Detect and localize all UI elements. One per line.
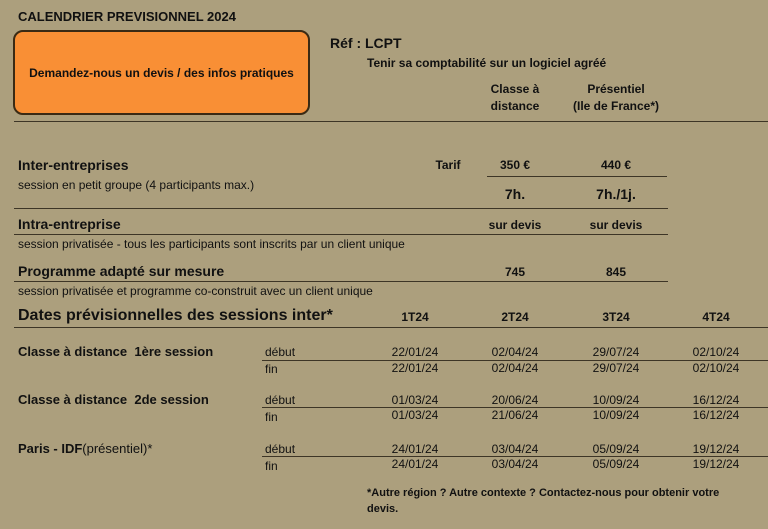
session-2-end-q4: 16/12/24 [692, 408, 740, 422]
page-title: CALENDRIER PREVISIONNEL 2024 [18, 9, 236, 24]
column-header-distance-line2: distance [490, 99, 540, 113]
session-1-name [18, 344, 213, 359]
session-1-end-label: fin [265, 362, 278, 376]
session-2-end-q3: 10/09/24 [592, 408, 640, 422]
session-1-start-q4: 02/10/24 [692, 345, 740, 359]
inter-description: session en petit groupe (4 participants max.) [18, 178, 255, 192]
tarif-label: Tarif [435, 158, 461, 172]
quote-request-button[interactable]: Demandez-nous un devis / des infos pratiques [13, 30, 310, 115]
custom-presentiel: 845 [605, 265, 627, 279]
price-underline [487, 176, 667, 177]
session-1-start-q3: 29/07/24 [592, 345, 640, 359]
session-2-subtitle: 2de session [134, 392, 209, 407]
intra-distance: sur devis [488, 218, 542, 232]
column-header-distance-line1: Classe à [490, 82, 540, 96]
session-3-end-q2: 03/04/24 [491, 457, 539, 471]
session-3-start-q3: 05/09/24 [592, 442, 640, 456]
quarter-4t24: 4T24 [702, 310, 730, 324]
session-3-name [18, 441, 152, 456]
inter-title: Inter-entreprises [18, 157, 129, 173]
session-2-end-q2: 21/06/24 [491, 408, 539, 422]
session-2-name [18, 392, 209, 407]
quarter-1t24: 1T24 [401, 310, 429, 324]
session-3-end-q1: 24/01/24 [391, 457, 439, 471]
session-2-start-q2: 20/06/24 [491, 393, 539, 407]
session-3-start-q2: 03/04/24 [491, 442, 539, 456]
quarter-3t24: 3T24 [602, 310, 630, 324]
session-1-end-q2: 02/04/24 [491, 361, 539, 375]
column-header-presentiel-line2: (Ile de France*) [572, 99, 660, 113]
custom-title: Programme adapté sur mesure [18, 263, 225, 279]
session-1-end-q3: 29/07/24 [592, 361, 640, 375]
inter-duration-distance: 7h. [504, 186, 526, 202]
session-3-start-label: début [265, 442, 296, 456]
footnote: *Autre région ? Autre contexte ? Contactez-nous pour obtenir votre devis. [367, 487, 720, 515]
inter-duration-presentiel: 7h./1j. [596, 186, 636, 202]
intra-description: session privatisée - tous les participants sont inscrits par un client unique [18, 237, 405, 251]
session-3-start-q4: 19/12/24 [692, 442, 740, 456]
session-3-end-label: fin [265, 459, 278, 473]
session-1-start-q2: 02/04/24 [491, 345, 539, 359]
custom-distance: 745 [504, 265, 526, 279]
session-3-subtitle: (présentiel)* [82, 441, 153, 456]
session-1-title: Classe à distance [18, 344, 128, 359]
inter-divider [14, 208, 668, 209]
session-1-end-q4: 02/10/24 [692, 361, 740, 375]
custom-description: session privatisée et programme co-construit avec un client unique [18, 284, 373, 298]
inter-price-distance: 350 € [499, 158, 531, 172]
session-2-start-q3: 10/09/24 [592, 393, 640, 407]
column-header-presentiel-line1: Présentiel [587, 82, 645, 96]
session-2-start-label: début [265, 393, 296, 407]
inter-price-presentiel: 440 € [600, 158, 632, 172]
dates-divider [14, 327, 768, 328]
column-header-presentiel [560, 81, 672, 115]
intra-title: Intra-entreprise [18, 216, 121, 232]
session-3-title: Paris - IDF [18, 441, 83, 456]
session-1-start-q1: 22/01/24 [391, 345, 439, 359]
session-3-end-q4: 19/12/24 [692, 457, 740, 471]
quarter-2t24: 2T24 [501, 310, 529, 324]
session-3-end-q3: 05/09/24 [592, 457, 640, 471]
session-2-start-q1: 01/03/24 [391, 393, 439, 407]
intra-divider [14, 234, 668, 235]
session-1-subtitle: 1ère session [134, 344, 214, 359]
session-2-end-q1: 01/03/24 [391, 408, 439, 422]
session-3-start-q1: 24/01/24 [391, 442, 439, 456]
session-1-start-label: début [265, 345, 296, 359]
dates-title: Dates prévisionnelles des sessions inter* [18, 307, 333, 324]
column-header-distance [480, 81, 550, 115]
intra-presentiel: sur devis [589, 218, 643, 232]
session-2-title: Classe à distance [18, 392, 128, 407]
session-2-start-q4: 16/12/24 [692, 393, 740, 407]
header-divider [14, 121, 768, 122]
reference-code: Réf : LCPT [330, 35, 402, 51]
course-title: Tenir sa comptabilité sur un logiciel agréé [367, 56, 607, 70]
session-2-end-label: fin [265, 410, 278, 424]
custom-divider [14, 281, 668, 282]
session-1-end-q1: 22/01/24 [391, 361, 439, 375]
